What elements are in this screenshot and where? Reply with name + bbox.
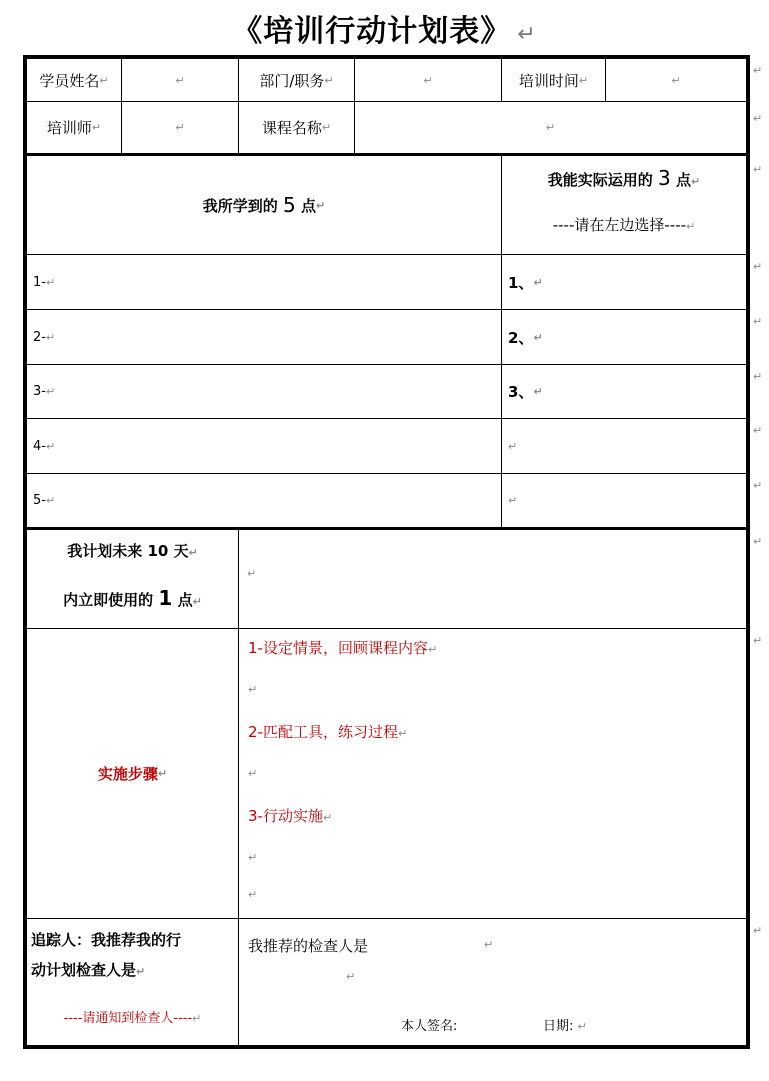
plan-count: 1: [158, 586, 173, 610]
return-mark: ↵: [508, 439, 518, 453]
learned-row-2[interactable]: [27, 310, 501, 364]
step-item: [248, 721, 407, 742]
margin-return-mark: ↵: [753, 315, 763, 328]
return-mark: ↵: [533, 330, 543, 344]
training-time-text: 培训时间: [518, 71, 579, 90]
return-mark: ↵: [45, 330, 56, 344]
return-mark: ↵: [45, 275, 56, 289]
table-border-bottom: [23, 1045, 750, 1049]
apply-row-3[interactable]: [502, 365, 746, 418]
return-mark: ↵: [192, 1012, 202, 1025]
return-mark: ↵: [533, 275, 543, 289]
course-value[interactable]: [355, 102, 746, 153]
margin-return-mark: ↵: [753, 924, 763, 937]
course-text: 课程名称: [261, 119, 322, 137]
apply-hint: [502, 214, 746, 235]
return-mark: ↵: [192, 595, 202, 608]
steps-content[interactable]: [239, 629, 746, 918]
return-mark: ↵: [691, 175, 701, 188]
recommend-line: [248, 935, 368, 956]
blank-line: [248, 679, 257, 697]
trainer-text: 培训师: [46, 119, 92, 137]
return-mark: ↵: [248, 767, 258, 780]
margin-return-mark: ↵: [753, 163, 763, 176]
trainer-label: [27, 102, 121, 153]
plan-unit: 点: [177, 591, 193, 609]
return-mark: ↵: [346, 970, 356, 983]
recommend-text: 我推荐的检查人是: [248, 937, 369, 955]
margin-return-mark: ↵: [753, 424, 763, 437]
date-label: [543, 1015, 587, 1034]
title-text: 《培训行动计划表》: [232, 14, 512, 49]
training-time-value[interactable]: [606, 59, 746, 101]
course-label: [239, 102, 354, 153]
return-mark: ↵: [321, 121, 332, 134]
apply-count: 3: [658, 166, 671, 190]
return-mark: ↵: [686, 220, 696, 233]
return-mark: ↵: [484, 938, 494, 951]
step-text: 2-匹配工具，练习过程: [248, 723, 398, 741]
learned-row-text: 2-: [33, 329, 46, 345]
learned-count: 5: [283, 193, 296, 217]
apply-hint-text: ----请在左边选择----: [552, 216, 687, 234]
apply-row-1[interactable]: [502, 255, 746, 309]
return-mark: ↵: [247, 567, 257, 580]
return-mark: ↵: [157, 767, 168, 780]
return-mark: ↵: [508, 494, 518, 507]
dept-label: [239, 59, 354, 101]
return-mark: ↵: [324, 73, 334, 87]
apply-row-text: 2、: [508, 328, 534, 347]
tracker-notify-text: ----请通知到检查人----: [63, 1011, 193, 1026]
return-mark: ↵: [423, 73, 433, 87]
apply-row-text: 1、: [508, 273, 534, 292]
return-mark: ↵: [533, 385, 543, 398]
learned-row-text: 3-: [33, 384, 46, 399]
apply-row-text: 3、: [508, 383, 534, 401]
blank-line: [248, 884, 257, 902]
return-mark: ↵: [545, 121, 556, 134]
dept-text: 部门/职务: [259, 71, 325, 90]
plan-line-1: [27, 540, 238, 561]
student-name-text: 学员姓名: [39, 71, 100, 90]
tracker-notify: [27, 1007, 238, 1026]
return-mark: ↵: [578, 73, 589, 87]
margin-return-mark: ↵: [753, 260, 763, 273]
step-item: [248, 805, 332, 826]
return-mark: ↵: [248, 683, 258, 696]
steps-label: [27, 629, 238, 918]
margin-return-mark: ↵: [753, 112, 763, 125]
learned-row-3[interactable]: [27, 365, 501, 418]
margin-return-mark: ↵: [753, 535, 763, 548]
learned-header-text: 我所学到的: [202, 196, 278, 215]
apply-row-2[interactable]: [502, 310, 746, 364]
plan-line-2: [27, 586, 238, 610]
apply-row-4[interactable]: [502, 419, 746, 473]
return-mark: ↵: [248, 888, 258, 901]
step-item: [248, 637, 437, 658]
learned-header-unit: 点: [300, 196, 316, 215]
return-mark: ↵: [175, 73, 185, 87]
return-mark: ↵: [517, 22, 537, 47]
return-mark: ↵: [671, 73, 681, 87]
margin-return-mark: ↵: [753, 370, 763, 383]
margin-return-mark: ↵: [753, 64, 763, 77]
student-name-label: [27, 59, 121, 101]
training-time-label: [502, 59, 605, 101]
apply-header: [502, 156, 746, 254]
return-mark: ↵: [45, 385, 56, 398]
apply-header-line: [502, 166, 746, 190]
return-mark: ↵: [427, 643, 438, 656]
plan-line-2-text: 内立即使用的: [63, 591, 154, 609]
return-mark: ↵: [175, 121, 185, 134]
return-mark: ↵: [316, 198, 326, 212]
margin-return-mark: ↵: [753, 634, 763, 647]
return-mark: ↵: [91, 121, 102, 134]
learned-header: [27, 156, 501, 254]
tracker-line-2-text: 动计划检查人是: [31, 961, 137, 979]
page-title: [0, 6, 769, 50]
learned-row-4[interactable]: [27, 419, 501, 473]
return-mark: ↵: [322, 811, 333, 824]
learned-row-text: 4-: [33, 438, 46, 454]
table-border-right: [746, 55, 750, 1049]
apply-row-5[interactable]: [502, 474, 746, 527]
tracker-label: [27, 919, 238, 1045]
apply-header-unit: 点: [675, 171, 691, 189]
step-text: 1-设定情景，回顾课程内容: [248, 639, 428, 657]
dept-value[interactable]: [355, 59, 501, 101]
plan-value[interactable]: [239, 531, 746, 628]
return-mark: ↵: [99, 73, 109, 87]
plan-label: [27, 530, 238, 628]
learned-row-5[interactable]: [27, 474, 501, 527]
date-text: 日期:: [543, 1019, 574, 1034]
learned-row-text: 5-: [33, 493, 46, 508]
return-mark: ↵: [248, 851, 258, 864]
step-text: 3-行动实施: [248, 807, 323, 825]
learned-row-1[interactable]: [27, 255, 501, 309]
tracker-line-1: 追踪人：我推荐我的行: [31, 931, 182, 949]
return-mark: ↵: [188, 546, 198, 559]
tracker-line-2: [31, 959, 145, 980]
steps-label-text: 实施步骤: [97, 765, 158, 783]
tracker-content[interactable]: [239, 919, 746, 1045]
return-mark: ↵: [577, 1020, 587, 1033]
blank-line: [248, 763, 257, 781]
learned-row-text: 1-: [33, 274, 46, 290]
plan-line-1-text: 我计划未来 10 天: [67, 542, 189, 560]
student-name-value[interactable]: [122, 59, 238, 101]
margin-return-mark: ↵: [753, 479, 763, 492]
return-mark: ↵: [45, 494, 56, 507]
return-mark: ↵: [397, 727, 408, 740]
return-mark: ↵: [136, 965, 146, 978]
trainer-value[interactable]: [122, 102, 238, 153]
signature-label: 本人签名:: [401, 1019, 458, 1034]
apply-header-text: 我能实际运用的: [547, 171, 653, 189]
blank-line: [248, 847, 257, 865]
return-mark: ↵: [45, 439, 56, 453]
